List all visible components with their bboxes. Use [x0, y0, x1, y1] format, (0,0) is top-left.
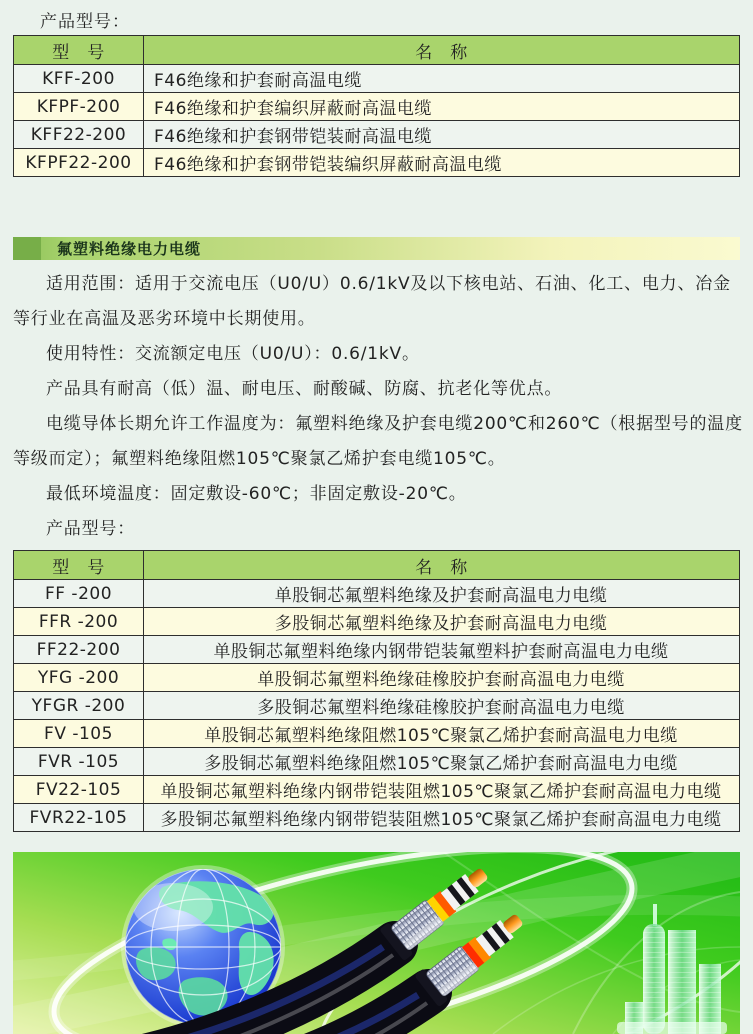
name-cell: 单股铜芯氟塑料绝缘及护套耐高温电力电缆 — [144, 580, 740, 608]
product-model-label: 产品型号： — [46, 519, 135, 539]
top-product-model-label: 产品型号： — [40, 12, 130, 32]
table-row — [14, 149, 740, 177]
name-column-header: 名 称 — [144, 551, 740, 580]
model-cell: FFR -200 — [14, 608, 144, 636]
model-cell: FV -105 — [14, 720, 144, 748]
table-header-row — [14, 36, 740, 65]
banner-image — [13, 852, 740, 1034]
model-cell: KFF-200 — [14, 65, 144, 93]
name-cell: 多股铜芯氟塑料绝缘硅橡胶护套耐高温电力电缆 — [144, 692, 740, 720]
table-row — [14, 580, 740, 608]
name-cell: 多股铜芯氟塑料绝缘内钢带铠装阻燃105℃聚氯乙烯护套耐高温电力电缆 — [144, 804, 740, 832]
name-column-header: 名 称 — [144, 36, 740, 65]
name-cell: 多股铜芯氟塑料绝缘及护套耐高温电力电缆 — [144, 608, 740, 636]
paragraph-line: 使用特性：交流额定电压（U0/U）：0.6/1kV。 — [46, 344, 420, 364]
paragraph-line: 适用范围：适用于交流电压（U0/U）0.6/1kV及以下核电站、石油、化工、电力、冶金 — [46, 274, 731, 294]
table-row — [14, 121, 740, 149]
description-paragraphs — [13, 267, 743, 547]
model-cell: FVR -105 — [14, 748, 144, 776]
model-column-header: 型 号 — [14, 551, 144, 580]
name-cell: 单股铜芯氟塑料绝缘硅橡胶护套耐高温电力电缆 — [144, 664, 740, 692]
model-table-f46 — [13, 35, 740, 177]
model-cell: FV22-105 — [14, 776, 144, 804]
model-cell: FF -200 — [14, 580, 144, 608]
name-cell: 单股铜芯氟塑料绝缘内钢带铠装阻燃105℃聚氯乙烯护套耐高温电力电缆 — [144, 776, 740, 804]
table-row — [14, 636, 740, 664]
name-cell: F46绝缘和护套编织屏蔽耐高温电缆 — [144, 93, 740, 121]
table-header-row — [14, 551, 740, 580]
model-cell: KFF22-200 — [14, 121, 144, 149]
paragraph-line: 等行业在高温及恶劣环境中长期使用。 — [13, 309, 316, 329]
model-cell: FVR22-105 — [14, 804, 144, 832]
name-cell: 单股铜芯氟塑料绝缘阻燃105℃聚氯乙烯护套耐高温电力电缆 — [144, 720, 740, 748]
paragraph-line: 产品具有耐高（低）温、耐电压、耐酸碱、防腐、抗老化等优点。 — [46, 379, 563, 399]
table-row — [14, 804, 740, 832]
table-row — [14, 776, 740, 804]
model-table-fluoroplastic-power — [13, 550, 740, 832]
name-cell: F46绝缘和护套钢带铠装耐高温电缆 — [144, 121, 740, 149]
paragraph-line: 最低环境温度：固定敷设-60℃；非固定敷设-20℃。 — [46, 484, 467, 504]
table-row — [14, 608, 740, 636]
model-cell: KFPF-200 — [14, 93, 144, 121]
model-cell: KFPF22-200 — [14, 149, 144, 177]
model-cell: YFG -200 — [14, 664, 144, 692]
table-row — [14, 664, 740, 692]
section-title: 氟塑料绝缘电力电缆 — [57, 240, 202, 258]
table-row — [14, 65, 740, 93]
name-cell: 多股铜芯氟塑料绝缘阻燃105℃聚氯乙烯护套耐高温电力电缆 — [144, 748, 740, 776]
name-cell: F46绝缘和护套钢带铠装编织屏蔽耐高温电缆 — [144, 149, 740, 177]
table-row — [14, 748, 740, 776]
model-cell: FF22-200 — [14, 636, 144, 664]
paragraph-line: 等级而定）；氟塑料绝缘阻燃105℃聚氯乙烯护套电缆105℃。 — [13, 449, 506, 469]
table-row — [14, 720, 740, 748]
name-cell: F46绝缘和护套耐高温电缆 — [144, 65, 740, 93]
table-row — [14, 93, 740, 121]
name-cell: 单股铜芯氟塑料绝缘内钢带铠装氟塑料护套耐高温电力电缆 — [144, 636, 740, 664]
section-header-band — [13, 237, 740, 260]
table-row — [14, 692, 740, 720]
model-cell: YFGR -200 — [14, 692, 144, 720]
model-column-header: 型 号 — [14, 36, 144, 65]
paragraph-line: 电缆导体长期允许工作温度为：氟塑料绝缘及护套电缆200℃和260℃（根据型号的温度 — [46, 414, 743, 434]
